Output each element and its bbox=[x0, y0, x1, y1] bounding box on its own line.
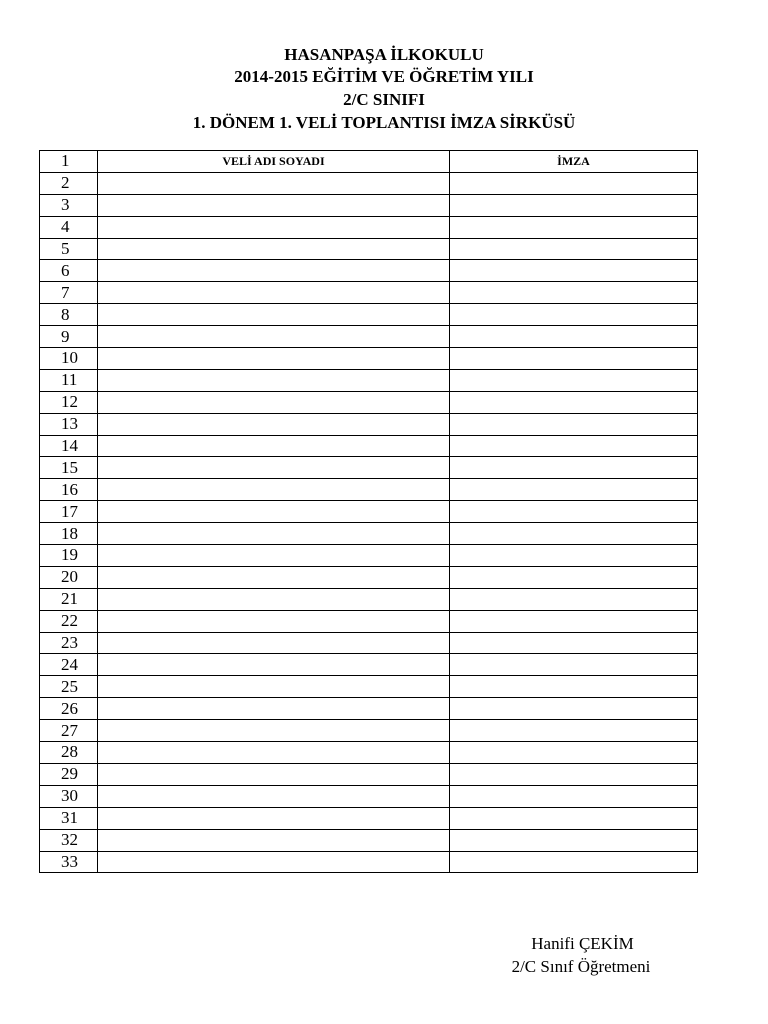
parent-name-cell bbox=[98, 172, 450, 194]
academic-year: 2014-2015 EĞİTİM VE ÖĞRETİM YILI bbox=[234, 67, 534, 86]
document-title: 1. DÖNEM 1. VELİ TOPLANTISI İMZA SİRKÜSÜ bbox=[192, 113, 576, 132]
parent-name-cell bbox=[98, 348, 450, 370]
signature-cell bbox=[450, 369, 698, 391]
row-number: 15 bbox=[40, 457, 98, 479]
parent-name-cell bbox=[98, 216, 450, 238]
row-number: 26 bbox=[40, 698, 98, 720]
table-row bbox=[40, 720, 698, 742]
table-row bbox=[40, 566, 698, 588]
table-row bbox=[40, 282, 698, 304]
table-row bbox=[40, 391, 698, 413]
row-number: 10 bbox=[40, 348, 98, 370]
row-number: 18 bbox=[40, 523, 98, 545]
row-number: 4 bbox=[40, 216, 98, 238]
parent-name-cell bbox=[98, 304, 450, 326]
row-number: 29 bbox=[40, 763, 98, 785]
signature-cell bbox=[450, 763, 698, 785]
table-row bbox=[40, 610, 698, 632]
parent-name-cell bbox=[98, 194, 450, 216]
parent-name-cell bbox=[98, 742, 450, 764]
table-row bbox=[40, 304, 698, 326]
parent-name-cell bbox=[98, 566, 450, 588]
table-row bbox=[40, 807, 698, 829]
row-number: 19 bbox=[40, 545, 98, 567]
signature-cell bbox=[450, 785, 698, 807]
parent-name-cell bbox=[98, 435, 450, 457]
signature-cell bbox=[450, 238, 698, 260]
parent-name-cell bbox=[98, 413, 450, 435]
table-row bbox=[40, 588, 698, 610]
row-number: 31 bbox=[40, 807, 98, 829]
class-name: 2/C SINIFI bbox=[343, 90, 425, 109]
table-row bbox=[40, 545, 698, 567]
signature-cell bbox=[450, 676, 698, 698]
parent-name-cell bbox=[98, 720, 450, 742]
parent-name-cell bbox=[98, 676, 450, 698]
parent-name-cell bbox=[98, 610, 450, 632]
signature-cell bbox=[450, 304, 698, 326]
table-row bbox=[40, 260, 698, 282]
signature-cell bbox=[450, 632, 698, 654]
signature-cell bbox=[450, 566, 698, 588]
row-number: 30 bbox=[40, 785, 98, 807]
signature-cell bbox=[450, 260, 698, 282]
row-number: 22 bbox=[40, 610, 98, 632]
table-row bbox=[40, 632, 698, 654]
signature-cell bbox=[450, 829, 698, 851]
parent-name-cell bbox=[98, 479, 450, 501]
signature-cell bbox=[450, 851, 698, 873]
row-number: 1 bbox=[40, 151, 98, 173]
signature-cell bbox=[450, 479, 698, 501]
row-number: 3 bbox=[40, 194, 98, 216]
table-row bbox=[40, 194, 698, 216]
teacher-name: Hanifi ÇEKİM bbox=[531, 934, 634, 953]
parent-name-cell bbox=[98, 654, 450, 676]
row-number: 9 bbox=[40, 326, 98, 348]
parent-name-cell bbox=[98, 851, 450, 873]
row-number: 7 bbox=[40, 282, 98, 304]
row-number: 16 bbox=[40, 479, 98, 501]
table-row bbox=[40, 435, 698, 457]
signature-cell bbox=[450, 216, 698, 238]
table-row bbox=[40, 413, 698, 435]
row-number: 27 bbox=[40, 720, 98, 742]
column-header-signature: İMZA bbox=[450, 151, 698, 173]
signature-cell bbox=[450, 326, 698, 348]
table-row bbox=[40, 479, 698, 501]
parent-name-cell bbox=[98, 807, 450, 829]
parent-name-cell bbox=[98, 326, 450, 348]
table-row bbox=[40, 763, 698, 785]
row-number: 25 bbox=[40, 676, 98, 698]
signature-cell bbox=[450, 523, 698, 545]
signature-cell bbox=[450, 610, 698, 632]
parent-name-cell bbox=[98, 457, 450, 479]
row-number: 12 bbox=[40, 391, 98, 413]
row-number: 8 bbox=[40, 304, 98, 326]
parent-name-cell bbox=[98, 829, 450, 851]
signature-cell bbox=[450, 720, 698, 742]
table-row bbox=[40, 172, 698, 194]
parent-name-cell bbox=[98, 260, 450, 282]
parent-name-cell bbox=[98, 763, 450, 785]
parent-name-cell bbox=[98, 391, 450, 413]
signature-cell bbox=[450, 501, 698, 523]
signature-cell bbox=[450, 742, 698, 764]
row-number: 28 bbox=[40, 742, 98, 764]
row-number: 32 bbox=[40, 829, 98, 851]
row-number: 11 bbox=[40, 369, 98, 391]
parent-name-cell bbox=[98, 785, 450, 807]
row-number: 17 bbox=[40, 501, 98, 523]
signature-table bbox=[39, 150, 698, 873]
parent-name-cell bbox=[98, 545, 450, 567]
table-row bbox=[40, 523, 698, 545]
row-number: 5 bbox=[40, 238, 98, 260]
parent-name-cell bbox=[98, 238, 450, 260]
table-row bbox=[40, 698, 698, 720]
parent-name-cell bbox=[98, 698, 450, 720]
parent-name-cell bbox=[98, 523, 450, 545]
table-row bbox=[40, 742, 698, 764]
signature-cell bbox=[450, 435, 698, 457]
signature-cell bbox=[450, 654, 698, 676]
table-row bbox=[40, 348, 698, 370]
row-number: 33 bbox=[40, 851, 98, 873]
table-row bbox=[40, 457, 698, 479]
teacher-role: 2/C Sınıf Öğretmeni bbox=[511, 957, 651, 976]
table-row bbox=[40, 851, 698, 873]
table-row bbox=[40, 785, 698, 807]
table-row bbox=[40, 151, 698, 173]
parent-name-cell bbox=[98, 369, 450, 391]
signature-cell bbox=[450, 391, 698, 413]
parent-name-cell bbox=[98, 632, 450, 654]
table-row bbox=[40, 238, 698, 260]
table-row bbox=[40, 676, 698, 698]
signature-cell bbox=[450, 545, 698, 567]
school-name: HASANPAŞA İLKOKULU bbox=[284, 45, 484, 64]
row-number: 21 bbox=[40, 588, 98, 610]
signature-cell bbox=[450, 348, 698, 370]
table-row bbox=[40, 501, 698, 523]
row-number: 6 bbox=[40, 260, 98, 282]
table-row bbox=[40, 654, 698, 676]
table-row bbox=[40, 369, 698, 391]
table-row bbox=[40, 216, 698, 238]
signature-cell bbox=[450, 172, 698, 194]
table-row bbox=[40, 829, 698, 851]
signature-table-body bbox=[40, 151, 698, 873]
row-number: 20 bbox=[40, 566, 98, 588]
row-number: 23 bbox=[40, 632, 98, 654]
row-number: 24 bbox=[40, 654, 98, 676]
column-header-parent-name: VELİ ADI SOYADI bbox=[98, 151, 450, 173]
signature-cell bbox=[450, 194, 698, 216]
signature-cell bbox=[450, 282, 698, 304]
signature-cell bbox=[450, 698, 698, 720]
signature-cell bbox=[450, 457, 698, 479]
table-row bbox=[40, 326, 698, 348]
signature-cell bbox=[450, 588, 698, 610]
row-number: 14 bbox=[40, 435, 98, 457]
signature-cell bbox=[450, 413, 698, 435]
row-number: 13 bbox=[40, 413, 98, 435]
parent-name-cell bbox=[98, 588, 450, 610]
parent-name-cell bbox=[98, 282, 450, 304]
parent-name-cell bbox=[98, 501, 450, 523]
signature-cell bbox=[450, 807, 698, 829]
row-number: 2 bbox=[40, 172, 98, 194]
